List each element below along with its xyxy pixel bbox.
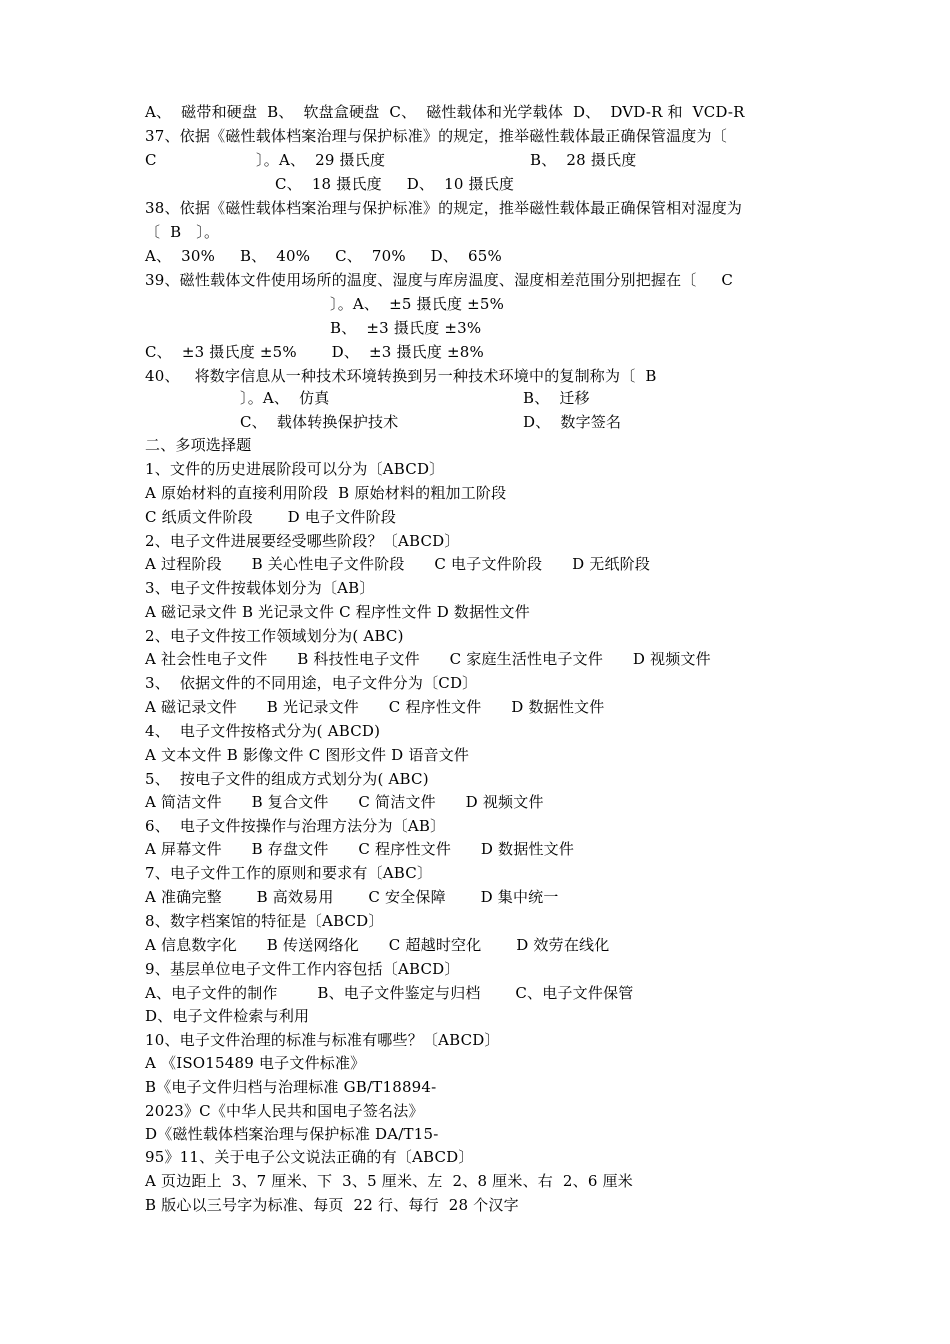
- text-line: B、 ±3 摄氏度 ±3%: [330, 319, 482, 337]
- text-line: 〕。A、 仿真: [240, 389, 330, 407]
- text-line: A 《ISO15489 电子文件标准》: [145, 1054, 366, 1072]
- text-line: C 纸质文件阶段 D 电子文件阶段: [145, 508, 397, 526]
- text-line: A 原始材料的直接利用阶段 B 原始材料的粗加工阶段: [145, 484, 507, 502]
- text-line: A 信息数字化 B 传送网络化 C 超越时空化 D 效劳在线化: [145, 936, 610, 954]
- text-line: C 〕。A、 29 摄氏度: [145, 151, 386, 169]
- text-line: B《电子文件归档与治理标准 GB/T18894-: [145, 1078, 437, 1096]
- section-heading: 二、多项选择题: [145, 436, 252, 454]
- text-line: 7、电子文件工作的原则和要求有〔ABC〕: [145, 864, 433, 882]
- text-line: A 过程阶段 B 关心性电子文件阶段 C 电子文件阶段 D 无纸阶段: [145, 555, 651, 573]
- text-line: 2、电子文件进展要经受哪些阶段？〔ABCD〕: [145, 532, 460, 550]
- text-line: 3、 依据文件的不同用途，电子文件分为〔CD〕: [145, 674, 478, 692]
- text-line: 2、电子文件按工作领域划分为( ABC): [145, 627, 404, 645]
- text-line: A 准确完整 B 高效易用 C 安全保障 D 集中统一: [145, 888, 559, 906]
- text-line: B、 28 摄氏度: [530, 151, 637, 169]
- text-line: A、 30% B、 40% C、 70% D、 65%: [145, 247, 502, 265]
- text-line: A 简洁文件 B 复合文件 C 简洁文件 D 视频文件: [145, 793, 544, 811]
- text-line: 3、电子文件按载体划分为〔AB〕: [145, 579, 375, 597]
- text-line: 4、 电子文件按格式分为( ABCD): [145, 722, 381, 740]
- text-line: 95》11、关于电子公文说法正确的有〔ABCD〕: [145, 1148, 474, 1166]
- text-line: D、 数字签名: [523, 413, 622, 431]
- text-line: A 磁记录文件 B 光记录文件 C 程序性文件 D 数据性文件: [145, 698, 605, 716]
- text-line: 6、 电子文件按操作与治理方法分为〔AB〕: [145, 817, 446, 835]
- question-39: 39、磁性载体文件使用场所的温度、湿度与库房温度、湿度相差范围分别把握在〔 C: [145, 271, 734, 289]
- text-line: B 版心以三号字为标准、每页 22 行、每行 28 个汉字: [145, 1196, 519, 1214]
- text-line: C、 ±3 摄氏度 ±5% D、 ±3 摄氏度 ±8%: [145, 343, 484, 361]
- text-line: B、 迁移: [523, 389, 590, 407]
- text-line: C、 18 摄氏度 D、 10 摄氏度: [275, 175, 515, 193]
- text-line: A、电子文件的制作 B、电子文件鉴定与归档 C、电子文件保管: [145, 984, 634, 1002]
- text-line: A 屏幕文件 B 存盘文件 C 程序性文件 D 数据性文件: [145, 840, 575, 858]
- text-line: 8、数字档案馆的特征是〔ABCD〕: [145, 912, 384, 930]
- question-38: 38、依据《磁性载体档案治理与保护标准》的规定，推举磁性载体最正确保管相对湿度为: [145, 199, 743, 217]
- question-37: 37、依据《磁性载体档案治理与保护标准》的规定，推举磁性载体最正确保管温度为〔: [145, 127, 727, 145]
- text-line: D、电子文件检索与利用: [145, 1007, 310, 1025]
- text-line: A 页边距上 3、7 厘米、下 3、5 厘米、左 2、8 厘米、右 2、6 厘米: [145, 1172, 633, 1190]
- text-line: D《磁性载体档案治理与保护标准 DA/T15-: [145, 1125, 439, 1143]
- text-line: 1、文件的历史进展阶段可以分为〔ABCD〕: [145, 460, 445, 478]
- text-line: A 文本文件 B 影像文件 C 图形文件 D 语音文件: [145, 746, 470, 764]
- text-line: A、 磁带和硬盘 B、 软盘盒硬盘 C、 磁性载体和光学载体 D、 DVD-R 和 VCD-R: [145, 103, 745, 121]
- text-line: 2023》C《中华人民共和国电子签名法》: [145, 1102, 424, 1120]
- text-line: A 磁记录文件 B 光记录文件 C 程序性文件 D 数据性文件: [145, 603, 530, 621]
- text-line: 10、电子文件治理的标准与标准有哪些？〔ABCD〕: [145, 1031, 500, 1049]
- text-line: 5、 按电子文件的组成方式划分为( ABC): [145, 770, 429, 788]
- text-line: 〔 B 〕。: [145, 223, 220, 241]
- text-line: 〕。A、 ±5 摄氏度 ±5%: [330, 295, 505, 313]
- text-line: A 社会性电子文件 B 科技性电子文件 C 家庭生活性电子文件 D 视频文件: [145, 650, 711, 668]
- text-line: 9、基层单位电子文件工作内容包括〔ABCD〕: [145, 960, 460, 978]
- text-line: C、 载体转换保护技术: [240, 413, 399, 431]
- question-40: 40、 将数字信息从一种技术环境转换到另一种技术环境中的复制称为〔 B: [145, 367, 657, 385]
